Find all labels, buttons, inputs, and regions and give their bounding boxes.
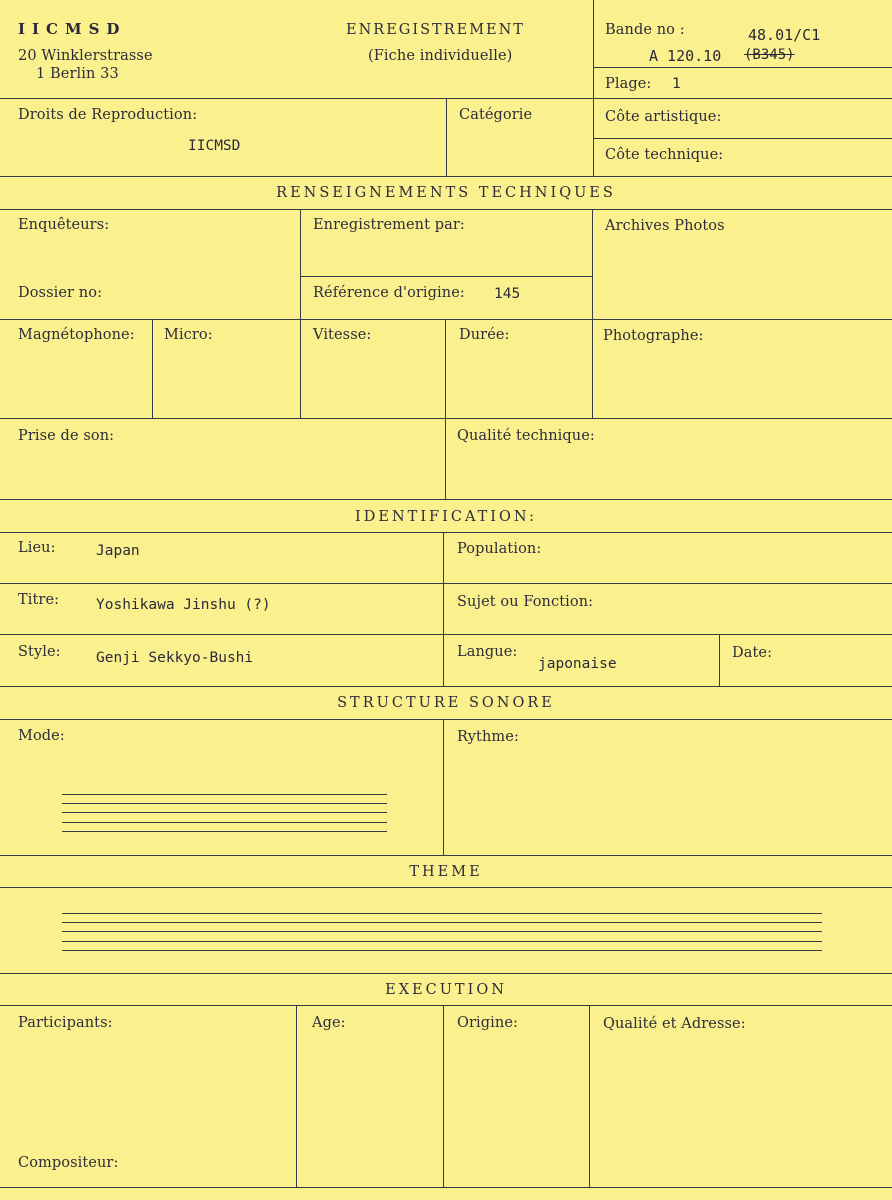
plage-value: 1: [672, 76, 681, 92]
theme-staff-line: [62, 922, 822, 923]
rule: [719, 634, 720, 686]
rule: [0, 887, 892, 888]
dossier-label: Dossier no:: [18, 285, 103, 301]
bande-value-2: A 120.10: [649, 47, 722, 65]
rule: [296, 1005, 297, 1187]
langue-value: japonaise: [538, 656, 617, 672]
section-title-identification: IDENTIFICATION:: [355, 509, 537, 525]
rule: [0, 209, 892, 210]
rule: [443, 532, 444, 686]
magnetophone-label: Magnétophone:: [18, 327, 135, 343]
rule: [0, 499, 892, 500]
rule: [593, 0, 594, 176]
enregistrement-par-label: Enregistrement par:: [313, 217, 465, 233]
cote-technique-label: Côte technique:: [605, 147, 724, 163]
rule: [0, 686, 892, 687]
rule: [592, 209, 593, 418]
rule: [589, 1005, 590, 1187]
age-label: Age:: [312, 1015, 346, 1031]
theme-staff-line: [62, 941, 822, 942]
langue-label: Langue:: [457, 644, 518, 660]
rythme-label: Rythme:: [457, 729, 519, 745]
origine-label: Origine:: [457, 1015, 518, 1031]
prise-de-son-label: Prise de son:: [18, 428, 115, 444]
rule: [0, 1005, 892, 1006]
rule: [443, 1005, 444, 1187]
address-line-1: 20 Winklerstrasse: [18, 48, 153, 64]
rule: [0, 855, 892, 856]
theme-staff-line: [62, 913, 822, 914]
form-title: ENREGISTREMENT: [346, 22, 525, 38]
institution-logo: IICMSD: [18, 20, 127, 38]
rule: [443, 719, 444, 855]
rule: [300, 276, 593, 277]
rule: [0, 634, 892, 635]
rule: [446, 98, 447, 176]
section-title-theme: THEME: [409, 864, 483, 880]
photographe-label: Photographe:: [603, 328, 704, 344]
bande-value-1: 48.01/C1: [748, 26, 821, 44]
cote-artistique-label: Côte artistique:: [605, 109, 722, 125]
rule: [0, 176, 892, 177]
form-subtitle: (Fiche individuelle): [368, 48, 513, 64]
rule: [593, 138, 892, 139]
reference-label: Référence d'origine:: [313, 285, 465, 301]
qualite-adresse-label: Qualité et Adresse:: [603, 1016, 746, 1032]
titre-value: Yoshikawa Jinshu (?): [96, 597, 271, 613]
categorie-label: Catégorie: [459, 107, 533, 123]
bande-struck-value: (B345): [744, 47, 795, 63]
section-title-structure: STRUCTURE SONORE: [337, 695, 555, 711]
section-title-execution: EXECUTION: [385, 982, 507, 998]
style-label: Style:: [18, 644, 61, 660]
sujet-label: Sujet ou Fonction:: [457, 594, 594, 610]
rule: [0, 1187, 892, 1188]
qualite-technique-label: Qualité technique:: [457, 428, 595, 444]
reference-value: 145: [494, 286, 521, 302]
rule: [0, 719, 892, 720]
theme-staff-line: [62, 931, 822, 932]
rule: [445, 319, 446, 499]
style-value: Genji Sekkyo-Bushi: [96, 650, 254, 666]
mode-staff-line: [62, 831, 387, 832]
bande-label: Bande no :: [605, 22, 685, 38]
population-label: Population:: [457, 541, 542, 557]
rule: [0, 583, 892, 584]
mode-label: Mode:: [18, 728, 65, 744]
enqueteurs-label: Enquêteurs:: [18, 217, 110, 233]
rule: [300, 209, 301, 418]
compositeur-label: Compositeur:: [18, 1155, 119, 1171]
archives-photos-label: Archives Photos: [605, 218, 725, 234]
micro-label: Micro:: [164, 327, 213, 343]
plage-label: Plage:: [605, 76, 652, 92]
mode-staff-line: [62, 812, 387, 813]
mode-staff-line: [62, 794, 387, 795]
mode-staff-line: [62, 803, 387, 804]
droits-value: IICMSD: [188, 138, 241, 154]
rule: [152, 319, 153, 418]
rule: [0, 973, 892, 974]
lieu-value: Japan: [96, 543, 140, 559]
rule: [0, 532, 892, 533]
duree-label: Durée:: [459, 327, 510, 343]
rule: [593, 67, 892, 68]
droits-label: Droits de Reproduction:: [18, 107, 198, 123]
address-line-2: 1 Berlin 33: [36, 66, 119, 82]
participants-label: Participants:: [18, 1015, 113, 1031]
titre-label: Titre:: [18, 592, 60, 608]
theme-staff-line: [62, 950, 822, 951]
vitesse-label: Vitesse:: [313, 327, 372, 343]
mode-staff-line: [62, 822, 387, 823]
date-label: Date:: [732, 645, 773, 661]
lieu-label: Lieu:: [18, 540, 56, 556]
section-title-technique: RENSEIGNEMENTS TECHNIQUES: [276, 185, 616, 201]
